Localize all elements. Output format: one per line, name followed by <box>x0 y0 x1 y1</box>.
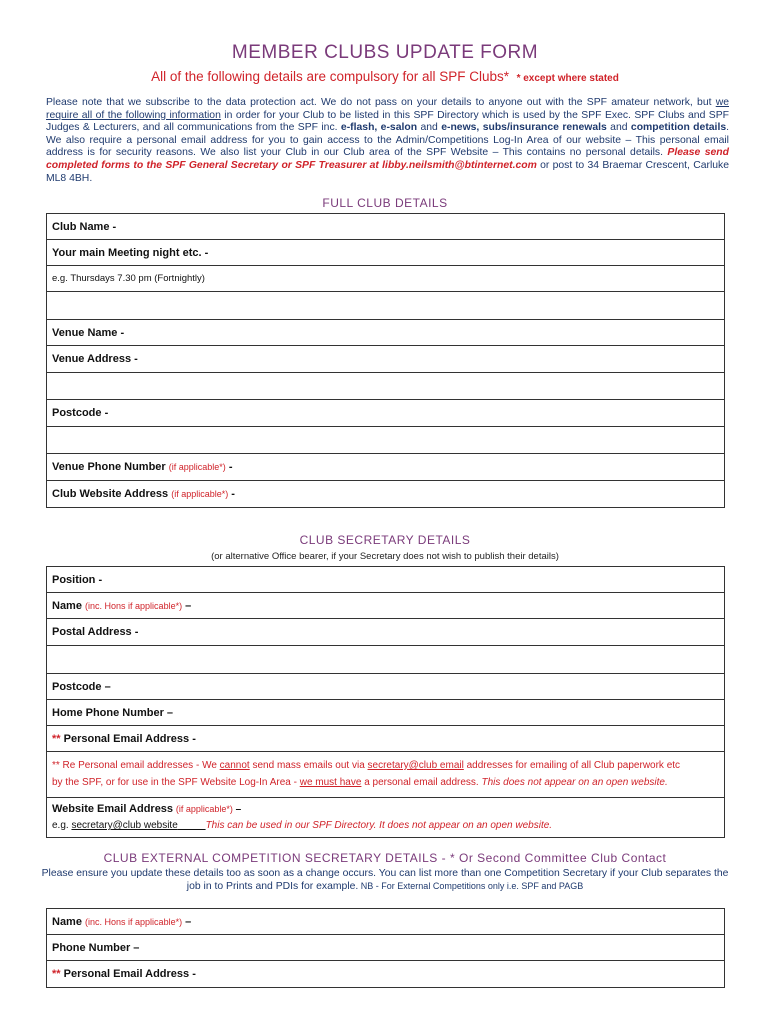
field-dash: - <box>228 461 233 473</box>
email-policy-line1 <box>52 757 724 774</box>
intro-text: and <box>606 122 631 134</box>
field-dash: – <box>185 915 192 928</box>
example-prefix: e.g. <box>52 820 72 831</box>
note-text: a personal email address. <box>361 777 482 788</box>
meeting-extra-row[interactable] <box>47 292 724 320</box>
postal-address-field[interactable] <box>47 619 724 646</box>
venue-address-line2[interactable] <box>47 373 724 400</box>
website-email-field[interactable] <box>47 798 724 837</box>
note-underline: we must have <box>299 777 362 788</box>
intro-bold: e-flash, e-salon <box>340 122 418 134</box>
website-email-label-line <box>52 801 724 818</box>
competition-details-table <box>46 908 725 988</box>
competition-section-note <box>40 867 730 893</box>
field-label: Venue Phone Number <box>52 461 166 473</box>
email-policy-line2 <box>52 774 724 791</box>
required-marker: ** <box>52 968 61 980</box>
club-name-field[interactable] <box>47 214 724 240</box>
example-address: secretary@club website <box>71 820 178 831</box>
subtitle-text: All of the following details are compulsory for all SPF Clubs* <box>151 69 510 84</box>
email-policy-note <box>47 752 724 798</box>
required-marker: ** <box>52 732 61 745</box>
secretary-name-field[interactable] <box>47 593 724 619</box>
note-underline: cannot <box>219 760 250 771</box>
position-field[interactable] <box>47 567 724 593</box>
field-label: Website Email Address <box>52 803 174 815</box>
field-dash: – <box>185 599 192 612</box>
venue-address-field[interactable] <box>47 346 724 373</box>
home-phone-field[interactable] <box>47 700 724 726</box>
competition-section-title: CLUB EXTERNAL COMPETITION SECRETARY DETAILS - * Or Second Committee Club Contact <box>103 851 667 865</box>
field-note: (if applicable*) <box>175 804 233 814</box>
field-label: Home Phone Number – <box>52 706 174 719</box>
intro-text: . We also require a personal email address for you to gain access to the Admin/Competitions Log-In Area of our website – This personal email address is for security reasons. We also list your Club in our Club area of the SPF Website – This contains no personal details. <box>46 122 729 159</box>
example-italic: This can be used in our SPF Directory. It does not appear on an open website. <box>205 820 553 831</box>
field-label: Venue Address - <box>52 353 138 365</box>
intro-text: Please note that we subscribe to the data protection act. We do not pass on your details to anyone out with the SPF amateur network, but <box>46 97 716 108</box>
note-text: addresses for emailing of all Club paperwork etc <box>463 760 681 771</box>
note-text: send mass emails out via <box>249 760 368 771</box>
page-title: MEMBER CLUBS UPDATE FORM <box>231 42 539 63</box>
intro-underline: we require all of the following information <box>46 97 729 121</box>
field-label: Phone Number – <box>52 941 140 954</box>
note-italic: This does not appear on an open website. <box>481 777 668 788</box>
comp-email-field[interactable] <box>47 961 724 987</box>
club-details-table <box>46 213 725 508</box>
note-text: ** Re Personal email addresses - We <box>52 760 220 771</box>
page-subtitle <box>0 69 770 84</box>
comp-phone-field[interactable] <box>47 935 724 961</box>
field-label: Club Name - <box>52 220 117 233</box>
secretary-section-note: (or alternative Office bearer, if your Secretary does not wish to publish their details) <box>211 551 559 562</box>
field-label: Club Website Address <box>52 488 169 500</box>
club-section-title: FULL CLUB DETAILS <box>322 196 448 210</box>
intro-text: or post to 34 Braemar Crescent, Carluke ML8 4BH. <box>46 159 730 184</box>
intro-text: in order for your Club to be listed in this SPF Directory which is used by the SPF Exec. SPF Clubs and SPF Judges & Lecturers, and all communications from the SPF inc. <box>46 109 729 134</box>
website-email-example-line <box>52 818 724 834</box>
field-note: (inc. Hons if applicable*) <box>85 916 183 927</box>
field-note: (inc. Hons if applicable*) <box>85 600 183 611</box>
example-blank <box>178 820 206 831</box>
note-text: Please ensure you update these details too as soon as a change occurs. You can list more than one Competition Secretary if your Club separates the job in to Prints and PDIs for example. <box>41 868 729 892</box>
field-label: Postcode - <box>52 407 109 419</box>
note-underline: secretary@club email <box>367 760 464 771</box>
intro-text: and <box>417 122 442 134</box>
field-label: Position - <box>52 573 103 586</box>
field-note: (if applicable*) <box>171 489 229 499</box>
field-dash: – <box>235 804 242 815</box>
venue-phone-field[interactable] <box>47 454 724 481</box>
meeting-night-field[interactable] <box>47 240 724 266</box>
field-label: Postal Address - <box>52 626 139 638</box>
venue-name-field[interactable] <box>47 320 724 346</box>
field-label: Postcode – <box>52 680 111 693</box>
note-small: NB - For External Competitions only i.e. SPF and PAGB <box>358 881 584 891</box>
intro-bold: e-news, subs/insurance renewals <box>441 122 607 134</box>
postcode-extra-row[interactable] <box>47 427 724 454</box>
field-example: e.g. Thursdays 7.30 pm (Fortnightly) <box>52 273 205 284</box>
intro-contact: Please send completed forms to the SPF General Secretary or SPF Treasurer at libby.neilsmith@btinternet.com <box>46 147 729 171</box>
intro-paragraph <box>46 97 729 185</box>
postcode-field[interactable] <box>47 400 724 427</box>
personal-email-field[interactable] <box>47 726 724 752</box>
secretary-details-table <box>46 566 725 838</box>
intro-bold: competition details <box>630 122 727 134</box>
note-text: by the SPF, or for use in the SPF Website Log-In Area - <box>52 777 300 788</box>
meeting-example-row[interactable] <box>47 266 724 292</box>
field-label: Name <box>52 599 82 612</box>
secretary-postcode-field[interactable] <box>47 674 724 700</box>
field-dash: - <box>231 488 235 500</box>
field-note: (if applicable*) <box>168 462 226 472</box>
field-label: Personal Email Address - <box>63 732 196 745</box>
secretary-section-title: CLUB SECRETARY DETAILS <box>299 533 471 547</box>
club-website-field[interactable] <box>47 481 724 507</box>
comp-name-field[interactable] <box>47 909 724 935</box>
field-label: Name <box>52 915 82 928</box>
postal-address-line2[interactable] <box>47 646 724 674</box>
subtitle-note: * except where stated <box>516 73 619 84</box>
field-label: Your main Meeting night etc. - <box>52 246 209 259</box>
field-label: Personal Email Address - <box>63 968 196 980</box>
field-label: Venue Name - <box>52 326 125 339</box>
